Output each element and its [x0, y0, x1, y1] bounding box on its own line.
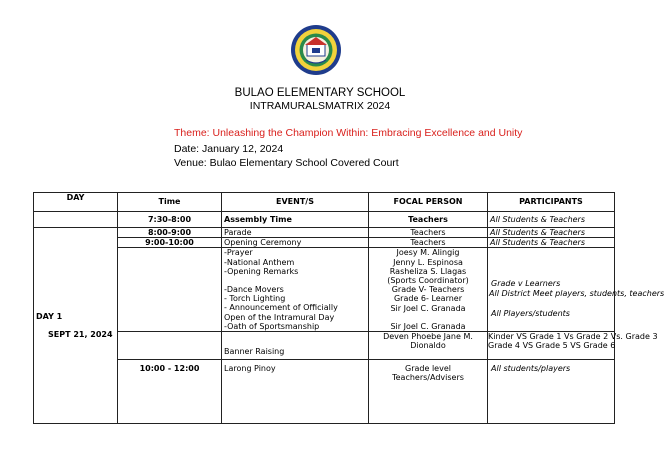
participants-cell: All Students & Teachers — [488, 238, 615, 248]
program-item: -Prayer — [224, 248, 253, 258]
participant-group: Kinder VS Grade 1 Vs Grade 2 Vs. Grade 3 — [488, 332, 658, 342]
time-cell: 8:00-9:00 — [118, 228, 222, 238]
focal-name: Jenny L. Espinosa — [393, 257, 463, 267]
focal-name: Sir Joel C. Granada — [390, 303, 466, 313]
time-cell-empty — [118, 248, 222, 332]
participants-cell: All Students & Teachers — [488, 228, 615, 238]
event-cell: Assembly Time — [222, 212, 369, 228]
focal-cell: Teachers — [369, 238, 488, 248]
matrix-title: INTRAMURALSMATRIX 2024 — [249, 100, 391, 112]
focal-name: Sir Joel C. Granada — [390, 321, 466, 331]
school-seal-icon — [290, 24, 342, 76]
event-cell: Parade — [222, 228, 369, 238]
participants-cell — [488, 332, 658, 360]
participants-cell: All students/players — [488, 360, 615, 424]
focal-name: Dionaldo — [410, 341, 446, 351]
day-cell — [34, 228, 118, 424]
time-cell: 10:00 - 12:00 — [118, 360, 222, 424]
day-cell-empty — [34, 212, 118, 228]
table-row — [34, 248, 615, 332]
focal-name: Grade level — [405, 364, 451, 374]
table-row — [34, 228, 615, 238]
theme-text: Theme: Unleashing the Champion Within: Embracing Excellence and Unity — [174, 127, 523, 139]
table-row — [34, 238, 615, 248]
table-header-row — [34, 193, 615, 212]
header-time: Time — [118, 193, 222, 212]
participant-group: Grade v Learners — [491, 279, 561, 289]
participant-group: All District Meet players, students, teachers — [489, 288, 664, 298]
event-venue: Venue: Bulao Elementary School Covered Court — [174, 157, 399, 169]
focal-name: Teachers/Advisers — [392, 373, 464, 383]
focal-name: (Sports Coordinator) — [387, 276, 469, 286]
program-events-cell — [222, 248, 369, 332]
event-cell: Banner Raising — [222, 332, 369, 360]
participant-group: All Players/students — [491, 308, 570, 318]
event-cell: Larong Pinoy — [222, 360, 369, 424]
event-date: Date: January 12, 2024 — [174, 143, 284, 155]
table-row — [34, 360, 615, 424]
program-item: Open of the Intramural Day — [224, 312, 335, 322]
day-date: SEPT 21, 2024 — [48, 330, 113, 340]
program-item: - Announcement of Officially — [224, 303, 338, 313]
header-day: DAY — [34, 193, 118, 212]
focal-name: Rasheliza S. Llagas — [389, 266, 467, 276]
time-cell: 9:00-10:00 — [118, 238, 222, 248]
focal-cell — [369, 360, 488, 424]
school-name: BULAO ELEMENTARY SCHOOL — [234, 87, 406, 99]
participant-group: Grade 4 VS Grade 5 VS Grade 6 — [488, 341, 616, 351]
program-item: -Oath of Sportsmanship — [224, 321, 320, 331]
focal-cell — [369, 332, 488, 360]
header-focal-person: FOCAL PERSON — [369, 193, 488, 212]
table-row — [34, 332, 615, 360]
header-event: EVENT/S — [222, 193, 369, 212]
header-participants: PARTICIPANTS — [488, 193, 615, 212]
time-cell-empty — [118, 332, 222, 360]
day-label: DAY 1 — [36, 311, 63, 321]
focal-name: Grade V- Teachers — [391, 285, 465, 295]
schedule-table — [33, 192, 664, 424]
program-participants-cell — [488, 248, 664, 332]
program-item: - Torch Lighting — [224, 294, 286, 304]
focal-name: Grade 6- Learner — [393, 294, 463, 304]
event-cell: Opening Ceremony — [222, 238, 369, 248]
table-row — [34, 212, 615, 228]
program-item: -Dance Movers — [224, 285, 284, 295]
program-focal-cell — [369, 248, 488, 332]
time-cell: 7:30-8:00 — [118, 212, 222, 228]
focal-name: Joesy M. Alingig — [396, 248, 460, 258]
participants-cell: All Students & Teachers — [488, 212, 615, 228]
program-item: -National Anthem — [224, 257, 295, 267]
program-item: -Opening Remarks — [224, 266, 299, 276]
focal-cell: Teachers — [369, 212, 488, 228]
focal-cell: Teachers — [369, 228, 488, 238]
focal-name: Deven Phoebe Jane M. — [383, 332, 473, 342]
